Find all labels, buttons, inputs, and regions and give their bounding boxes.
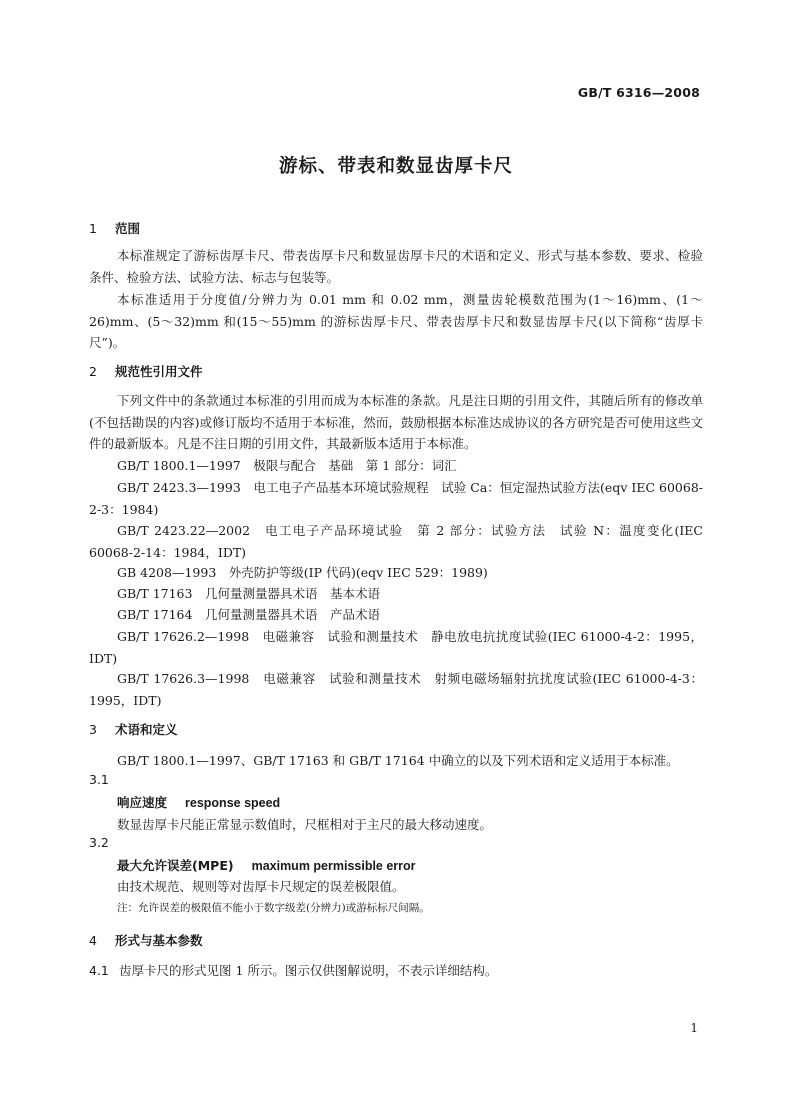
section-1-paragraph-1: 本标准规定了游标齿厚卡尺、带表齿厚卡尺和数显齿厚卡尺的术语和定义、形式与基本参数、要求、检验条件、检验方法、试验方法、标志与包装等。 bbox=[89, 248, 703, 285]
reference-item: GB/T 17626.3—1998 电磁兼容 试验和测量技术 射频电磁场辐射抗扰度试验(IEC 61000-4-3：1995，IDT) bbox=[89, 671, 703, 708]
section-2-heading bbox=[89, 362, 203, 380]
section-number: 2 bbox=[89, 364, 97, 379]
term-entry bbox=[117, 856, 416, 874]
reference-item: GB/T 17164 几何量测量器具术语 产品术语 bbox=[117, 607, 380, 622]
section-4-heading bbox=[89, 931, 203, 949]
term-entry bbox=[117, 793, 280, 811]
document-title: 游标、带表和数显齿厚卡尺 bbox=[278, 156, 513, 177]
section-title: 形式与基本参数 bbox=[115, 933, 203, 948]
term-definition: 由技术规范、规则等对齿厚卡尺规定的误差极限值。 bbox=[117, 879, 405, 894]
reference-item: GB/T 1800.1—1997 极限与配合 基础 第 1 部分：词汇 bbox=[117, 458, 457, 473]
term-definition: 数显齿厚卡尺能正常显示数值时，尺框相对于主尺的最大移动速度。 bbox=[117, 817, 493, 832]
section-3-intro: GB/T 1800.1—1997、GB/T 17163 和 GB/T 17164 中确立的以及下列术语和定义适用于本标准。 bbox=[117, 753, 679, 768]
section-3-heading bbox=[89, 720, 178, 738]
section-title: 术语和定义 bbox=[115, 722, 178, 737]
section-title: 范围 bbox=[115, 221, 141, 236]
clause-number: 3.2 bbox=[89, 835, 109, 850]
term-english: maximum permissible error bbox=[251, 859, 416, 873]
reference-item: GB/T 17626.2—1998 电磁兼容 试验和测量技术 静电放电抗扰度试验(IEC 61000-4-2：1995，IDT) bbox=[89, 629, 703, 666]
section-number: 3 bbox=[89, 722, 97, 737]
clause-4-1 bbox=[89, 961, 497, 979]
section-number: 1 bbox=[89, 221, 97, 236]
clause-number: 3.1 bbox=[89, 772, 109, 787]
section-1-heading bbox=[89, 219, 140, 237]
section-title: 规范性引用文件 bbox=[115, 364, 203, 379]
note: 注：允许误差的极限值不能小于数字级差(分辨力)或游标标尺间隔。 bbox=[117, 902, 430, 914]
reference-item: GB 4208—1993 外壳防护等级(IP 代码)(eqv IEC 529：1989) bbox=[117, 565, 488, 580]
clause-text: 齿厚卡尺的形式见图 1 所示。图示仅供图解说明，不表示详细结构。 bbox=[119, 963, 498, 978]
section-number: 4 bbox=[89, 933, 97, 948]
reference-item: GB/T 2423.22—2002 电工电子产品环境试验 第 2 部分：试验方法 试验 N：温度变化(IEC 60068-2-14：1984，IDT) bbox=[89, 523, 703, 560]
term-chinese: 最大允许误差(MPE) bbox=[117, 858, 234, 873]
term-chinese: 响应速度 bbox=[117, 795, 168, 810]
clause-number: 4.1 bbox=[89, 963, 109, 978]
section-1-paragraph-2: 本标准适用于分度值/分辨力为 0.01 mm 和 0.02 mm，测量齿轮模数范围为(1～16)mm、(1～26)mm、(5～32)mm 和(15～55)mm 的游标齿厚卡尺、带表齿厚卡尺和数显齿厚卡尺(以下简称“齿厚卡尺”)。 bbox=[89, 292, 703, 350]
page-number: 1 bbox=[690, 1021, 698, 1035]
reference-item: GB/T 17163 几何量测量器具术语 基本术语 bbox=[117, 586, 380, 601]
section-2-intro: 下列文件中的条款通过本标准的引用而成为本标准的条款。凡是注日期的引用文件，其随后所有的修改单(不包括勘误的内容)或修订版均不适用于本标准，然而，鼓励根据本标准达成协议的各方研究是否可使用这些文件的最新版本。凡是不注日期的引用文件，其最新版本适用于本标准。 bbox=[89, 393, 703, 451]
reference-item: GB/T 2423.3—1993 电工电子产品基本环境试验规程 试验 Ca：恒定湿热试验方法(eqv IEC 60068-2-3：1984) bbox=[89, 480, 703, 517]
standard-code: GB/T 6316—2008 bbox=[577, 85, 700, 100]
term-english: response speed bbox=[185, 796, 281, 810]
